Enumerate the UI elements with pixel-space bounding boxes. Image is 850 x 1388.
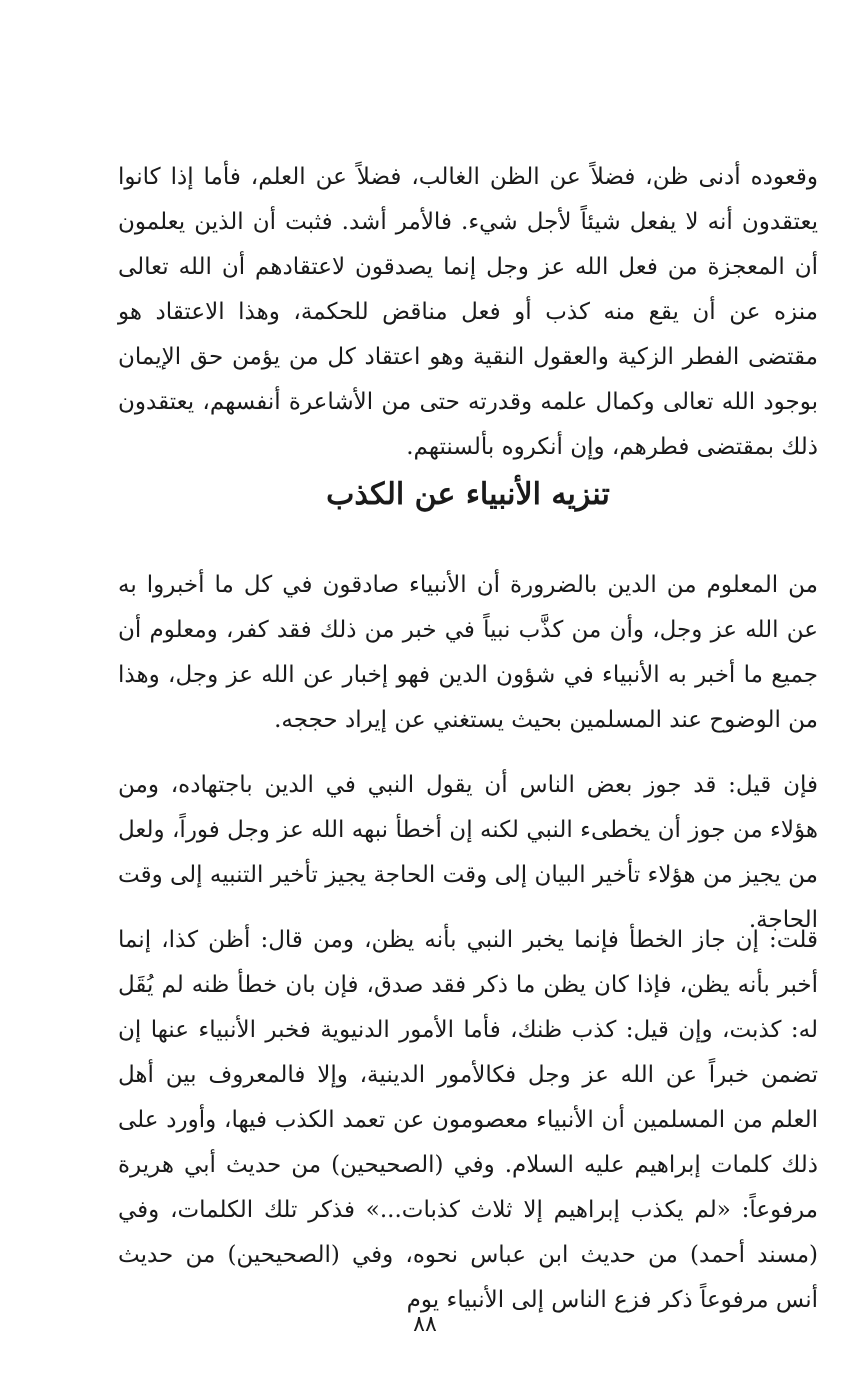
section-heading: تنزيه الأنبياء عن الكذب [326, 477, 610, 512]
paragraph-objection: فإن قيل: قد جوز بعض الناس أن يقول النبي في الدين باجتهاده، ومن هؤلاء من جوز أن يخطىء النبي لكنه إن أخطأ نبهه الله عز وجل فوراً، ولعل من يجيز من هؤلاء تأخير البيان إلى وقت الحاجة يجيز تأخير التنبيه إلى وقت الحاجة. [118, 772, 818, 933]
paragraph-prophets-truthful: من المعلوم من الدين بالضرورة أن الأنبياء صادقون في كل ما أخبروا به عن الله عز وجل، وأن من كذَّب نبياً في خبر من ذلك فقد كفر، ومعلوم أن جميع ما أخبر به الأنبياء في شؤون الدين فهو إخبار عن الله عز وجل، وهذا من الوضوح عند المسلمين بحيث يستغني عن إيراد حججه. [118, 572, 818, 733]
page-number: ٨٨ [413, 1312, 437, 1337]
paragraph-response: قلت: إن جاز الخطأ فإنما يخبر النبي بأنه يظن، ومن قال: أظن كذا، إنما أخبر بأنه يظن، فإذا كان يظن ما ذكر فقد صدق، فإن بان خطأ ظنه لم يُقَل له: كذبت، وإن قيل: كذب ظنك، فأما الأمور الدنيوية فخبر الأنبياء عنها إن تضمن خبراً عن الله عز وجل فكالأمور الدينية، وإلا فالمعروف بين أهل العلم من المسلمين أن الأنبياء معصومون عن تعمد الكذب فيها، وأورد على ذلك كلمات إبراهيم عليه السلام. وفي (الصحيحين) من حديث أبي هريرة مرفوعاً: «لم يكذب إبراهيم إلا ثلاث كذبات...» فذكر تلك الكلمات، وفي (مسند أحمد) من حديث ابن عباس نحوه، وفي (الصحيحين) من حديث أنس مرفوعاً ذكر فزع الناس إلى الأنبياء يوم [118, 927, 818, 1313]
paragraph-continuation: وقعوده أدنى ظن، فضلاً عن الظن الغالب، فضلاً عن العلم، فأما إذا كانوا يعتقدون أنه لا يفعل شيئاً لأجل شيء. فالأمر أشد. فثبت أن الذين يعلمون أن المعجزة من فعل الله عز وجل إنما يصدقون لاعتقادهم أن الله تعالى منزه عن أن يقع منه كذب أو فعل مناقض للحكمة، وهذا الاعتقاد هو مقتضى الفطر الزكية والعقول النقية وهو اعتقاد كل من يؤمن حق الإيمان بوجود الله تعالى وكمال علمه وقدرته حتى من الأشاعرة أنفسهم، يعتقدون ذلك بمقتضى فطرهم، وإن أنكروه بألسنتهم. [118, 164, 818, 460]
